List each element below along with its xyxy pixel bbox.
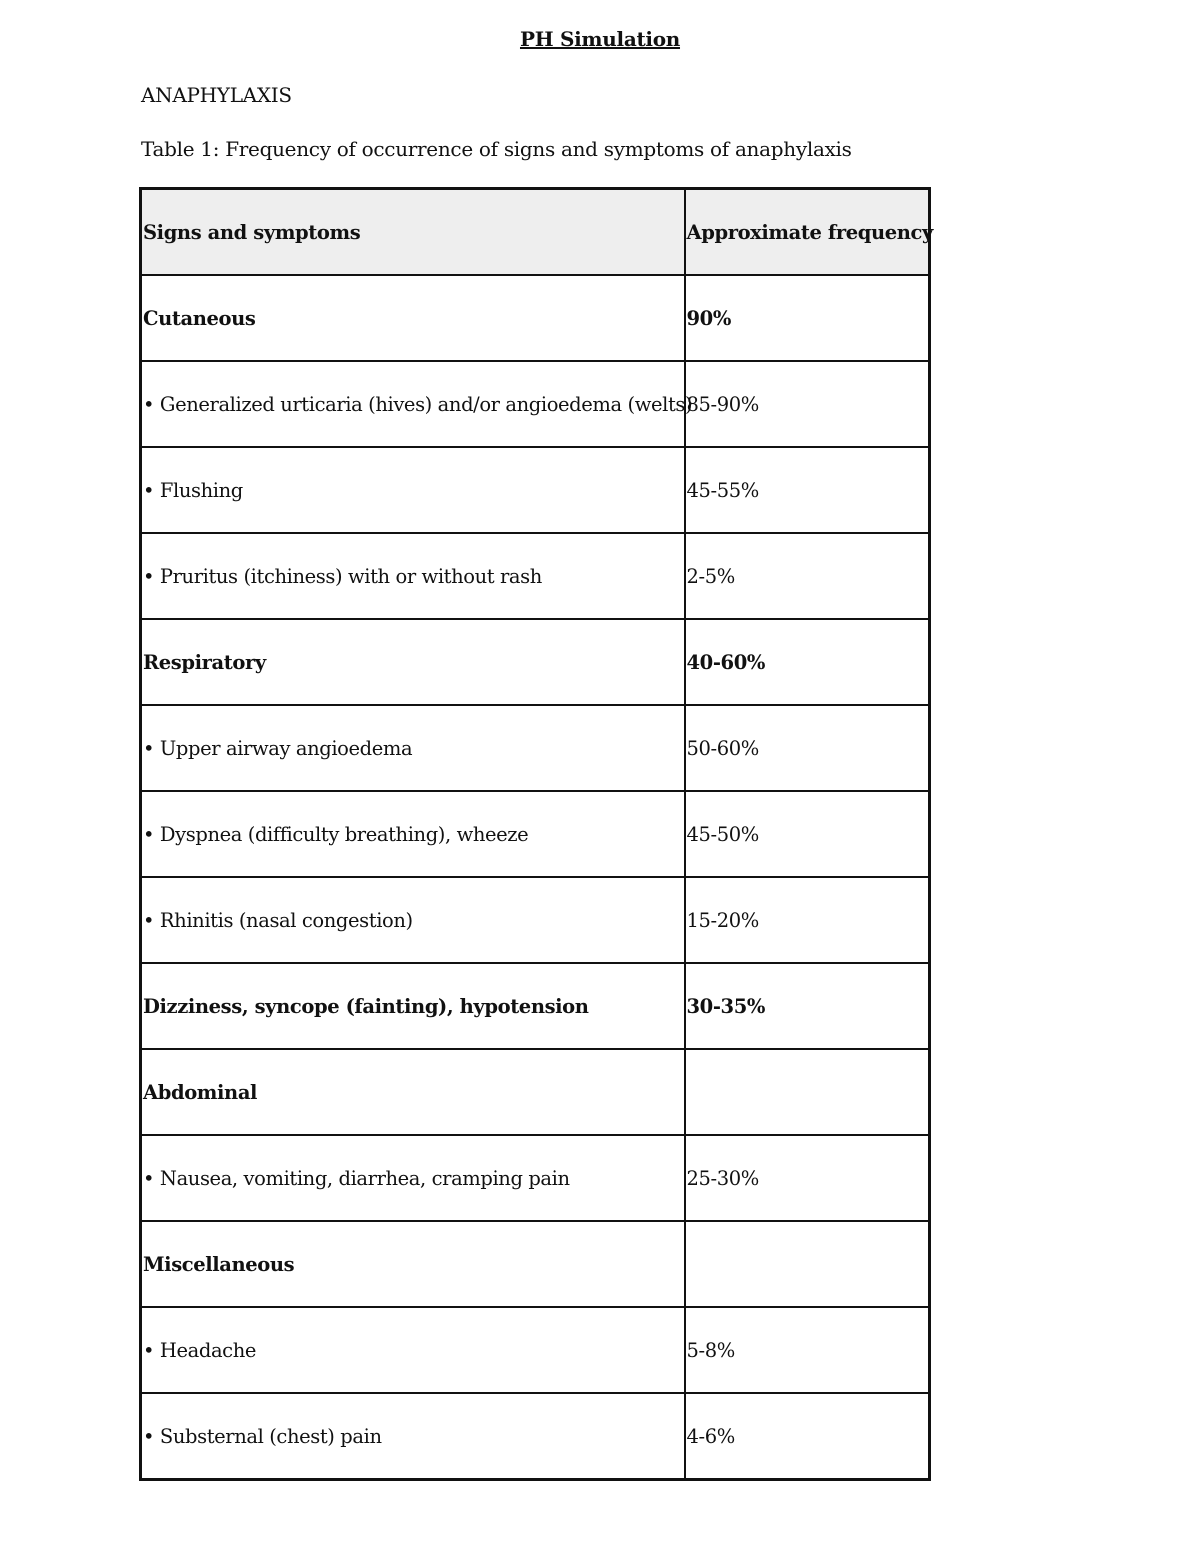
- table-caption: Table 1: Frequency of occurrence of signs and symptoms of anaphylaxis: [141, 137, 852, 161]
- column-header-frequency: Approximate frequency: [685, 189, 930, 276]
- frequency-cell: 15-20%: [685, 877, 930, 963]
- sign-cell: • Flushing: [141, 447, 685, 533]
- table-body: [141, 275, 930, 1480]
- sign-cell: Abdominal: [141, 1049, 685, 1135]
- table-row: [141, 361, 930, 447]
- sign-cell: Respiratory: [141, 619, 685, 705]
- column-header-signs: Signs and symptoms: [141, 189, 685, 276]
- frequency-cell: 45-55%: [685, 447, 930, 533]
- sign-cell: Cutaneous: [141, 275, 685, 361]
- frequency-cell: 4-6%: [685, 1393, 930, 1480]
- table-category-row: [141, 619, 930, 705]
- sign-cell: • Substernal (chest) pain: [141, 1393, 685, 1480]
- frequency-cell: 30-35%: [685, 963, 930, 1049]
- frequency-cell: 90%: [685, 275, 930, 361]
- frequency-cell: 2-5%: [685, 533, 930, 619]
- table-row: [141, 877, 930, 963]
- frequency-cell: 5-8%: [685, 1307, 930, 1393]
- section-heading: ANAPHYLAXIS: [141, 83, 292, 107]
- table-row: [141, 533, 930, 619]
- frequency-cell: 40-60%: [685, 619, 930, 705]
- sign-cell: • Dyspnea (difficulty breathing), wheeze: [141, 791, 685, 877]
- table-row: [141, 705, 930, 791]
- frequency-cell: 85-90%: [685, 361, 930, 447]
- frequency-cell: 50-60%: [685, 705, 930, 791]
- sign-cell: • Pruritus (itchiness) with or without rash: [141, 533, 685, 619]
- table-row: [141, 791, 930, 877]
- table-category-row: [141, 1049, 930, 1135]
- sign-cell: • Upper airway angioedema: [141, 705, 685, 791]
- frequency-cell: 45-50%: [685, 791, 930, 877]
- table-row: [141, 1307, 930, 1393]
- sign-cell: Miscellaneous: [141, 1221, 685, 1307]
- sign-cell: • Headache: [141, 1307, 685, 1393]
- sign-cell: Dizziness, syncope (fainting), hypotension: [141, 963, 685, 1049]
- anaphylaxis-frequency-table: [139, 187, 931, 1481]
- frequency-cell: 25-30%: [685, 1135, 930, 1221]
- table-category-row: [141, 275, 930, 361]
- frequency-cell: [685, 1221, 930, 1307]
- table-category-row: [141, 963, 930, 1049]
- table-row: [141, 1393, 930, 1480]
- sign-cell: • Rhinitis (nasal congestion): [141, 877, 685, 963]
- table-row: [141, 1135, 930, 1221]
- sign-cell: • Nausea, vomiting, diarrhea, cramping pain: [141, 1135, 685, 1221]
- frequency-cell: [685, 1049, 930, 1135]
- table-category-row: [141, 1221, 930, 1307]
- document-title: PH Simulation: [519, 27, 681, 51]
- table-header-row: [141, 189, 930, 276]
- sign-cell: • Generalized urticaria (hives) and/or angioedema (welts): [141, 361, 685, 447]
- table-row: [141, 447, 930, 533]
